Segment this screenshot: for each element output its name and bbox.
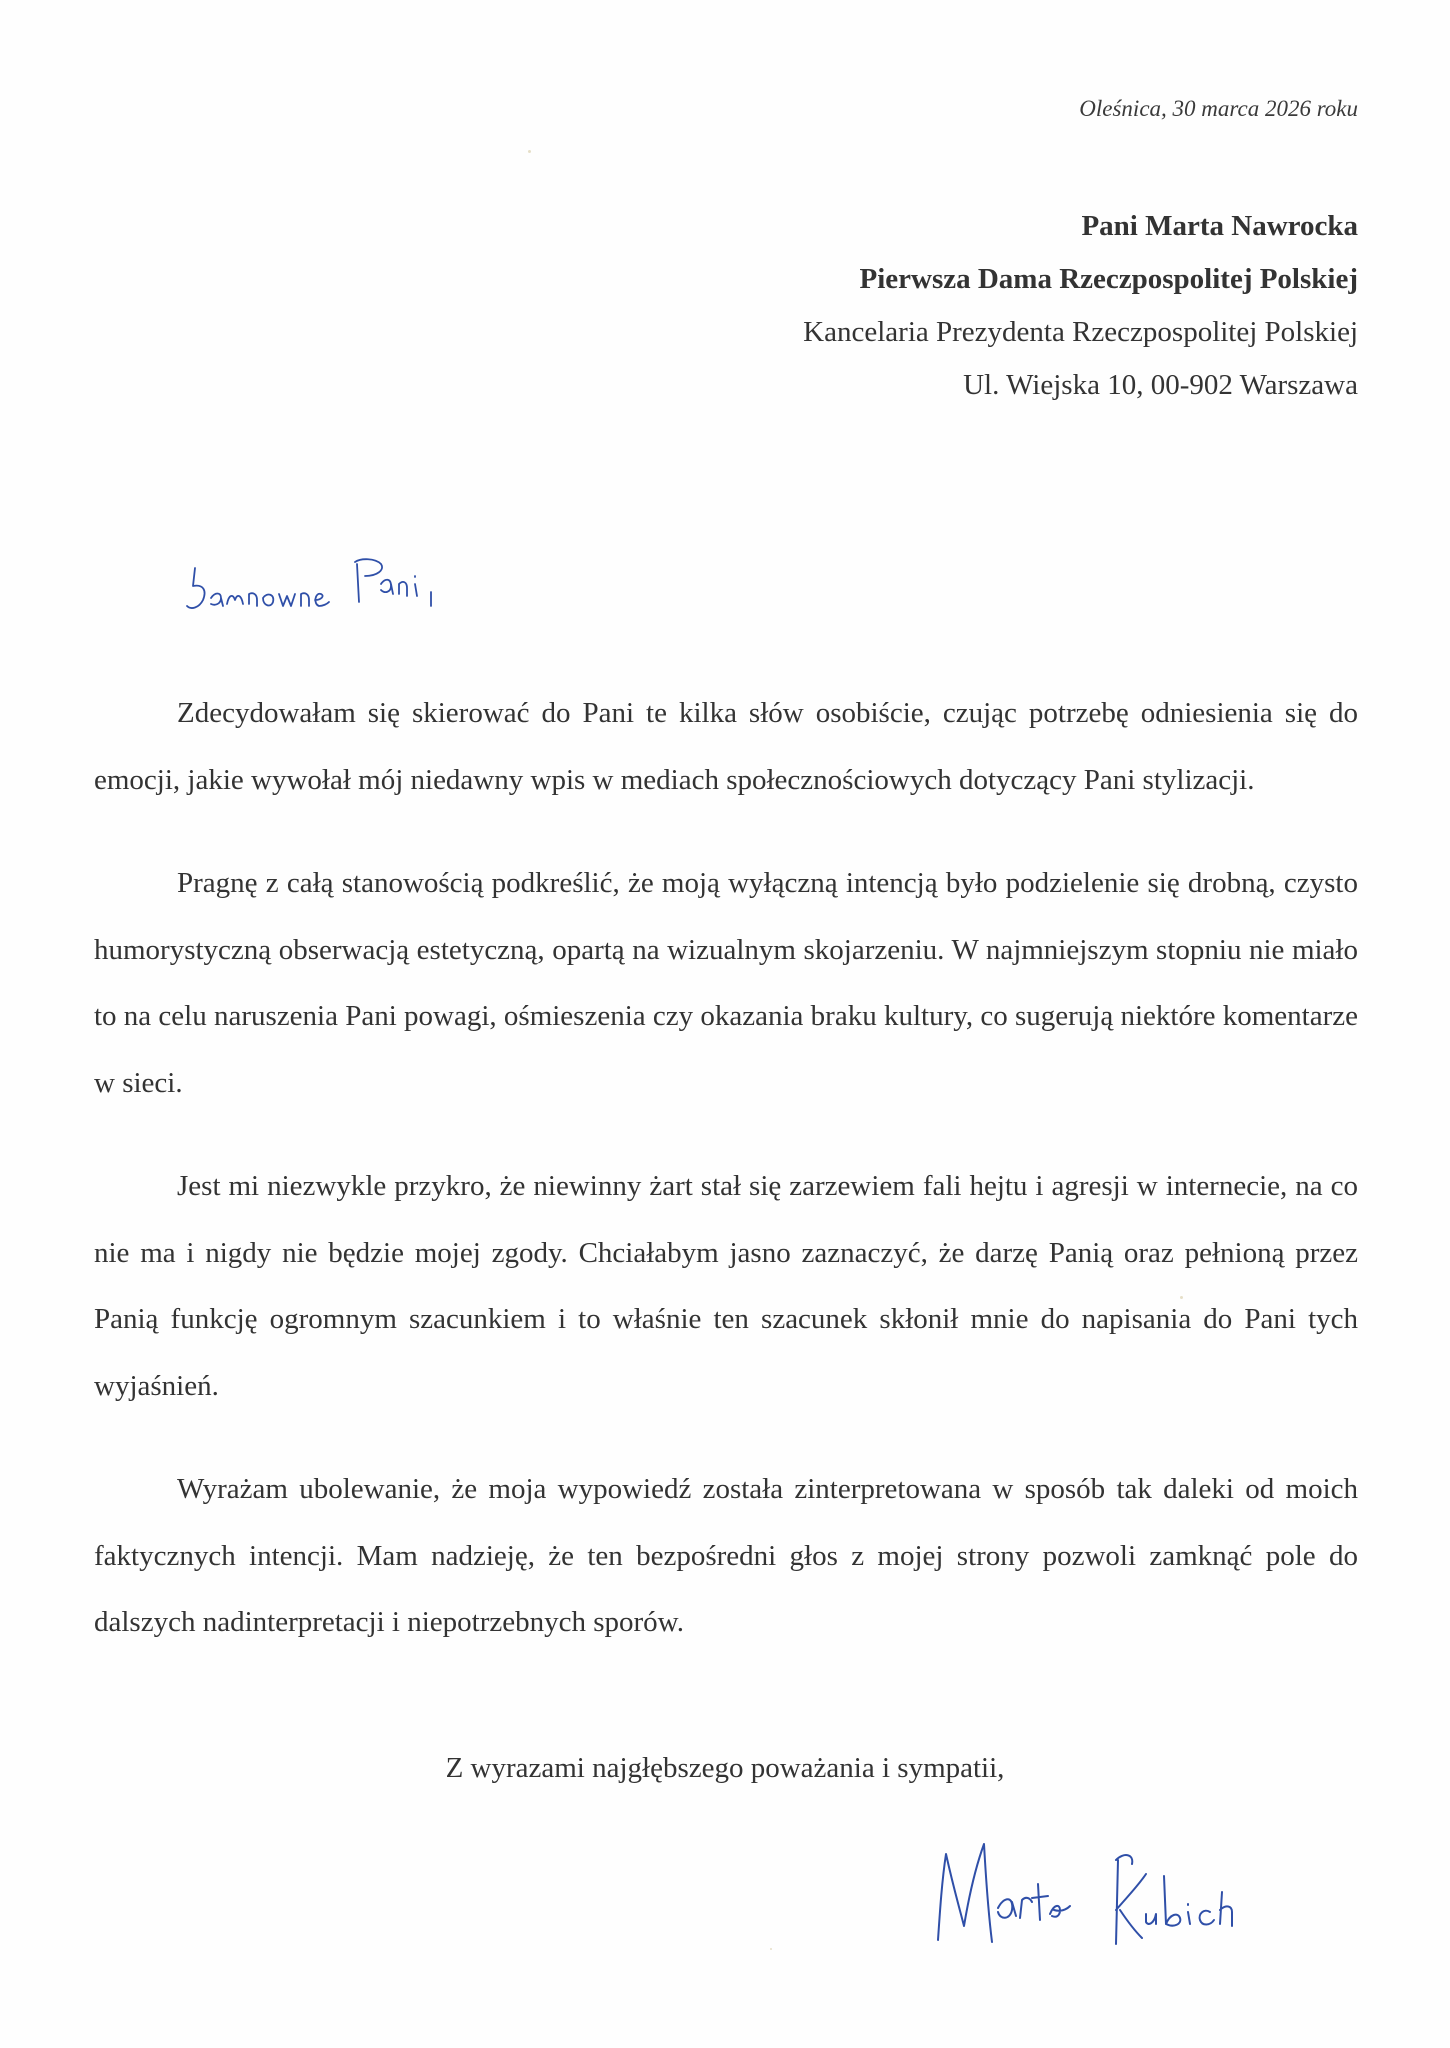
paragraph: Jest mi niezwykle przykro, że niewinny żart stał się zarzewiem fali hejtu i agresji w internecie, na co nie ma i nigdy nie będzie mojej zgody. Chciałabym jasno zaznaczyć, że darzę Panią oraz pełnioną przez Panią funkcję ogromnym szacunkiem i to właśnie ten szacunek skłonił mnie do napisania do Pani tych wyjaśnień. bbox=[94, 1170, 1358, 1402]
recipient-name: Pani Marta Nawrocka bbox=[1081, 210, 1358, 242]
paper-speck bbox=[770, 1948, 772, 1950]
letter-body bbox=[94, 680, 1358, 1693]
recipient-title: Pierwsza Dama Rzeczpospolitej Polskiej bbox=[859, 263, 1358, 295]
recipient-block bbox=[803, 200, 1358, 412]
closing-line: Z wyrazami najgłębszego poważania i sympatii, bbox=[445, 1752, 1005, 1784]
handwritten-greeting bbox=[185, 548, 505, 638]
recipient-address: Ul. Wiejska 10, 00-902 Warszawa bbox=[963, 369, 1358, 401]
recipient-office: Kancelaria Prezydenta Rzeczpospolitej Polskiej bbox=[803, 316, 1358, 348]
paragraph: Zdecydowałam się skierować do Pani te kilka słów osobiście, czując potrzebę odniesienia się do emocji, jakie wywołał mój niedawny wpis w mediach społecznościowych dotyczący Pani stylizacji. bbox=[94, 697, 1358, 796]
paragraph: Wyrażam ubolewanie, że moja wypowiedź została zinterpretowana w sposób tak daleki od moich faktycznych intencji. Mam nadzieję, że ten bezpośredni głos z mojej strony pozwoli zamknąć pole do dalszych nadinterpretacji i niepotrzebnych sporów. bbox=[94, 1473, 1358, 1638]
handwritten-signature bbox=[920, 1830, 1280, 1960]
paper-speck bbox=[528, 150, 531, 153]
date-place: Oleśnica, 30 marca 2026 roku bbox=[1079, 96, 1358, 121]
paragraph: Pragnę z całą stanowością podkreślić, że moją wyłączną intencją było podzielenie się drobną, czysto humorystyczną obserwacją estetyczną, opartą na wizualnym skojarzeniu. W najmniejszym stopniu nie miało to na celu naruszenia Pani powagi, ośmieszenia czy okazania braku kultury, co sugerują niektóre komentarze w sieci. bbox=[94, 867, 1358, 1099]
